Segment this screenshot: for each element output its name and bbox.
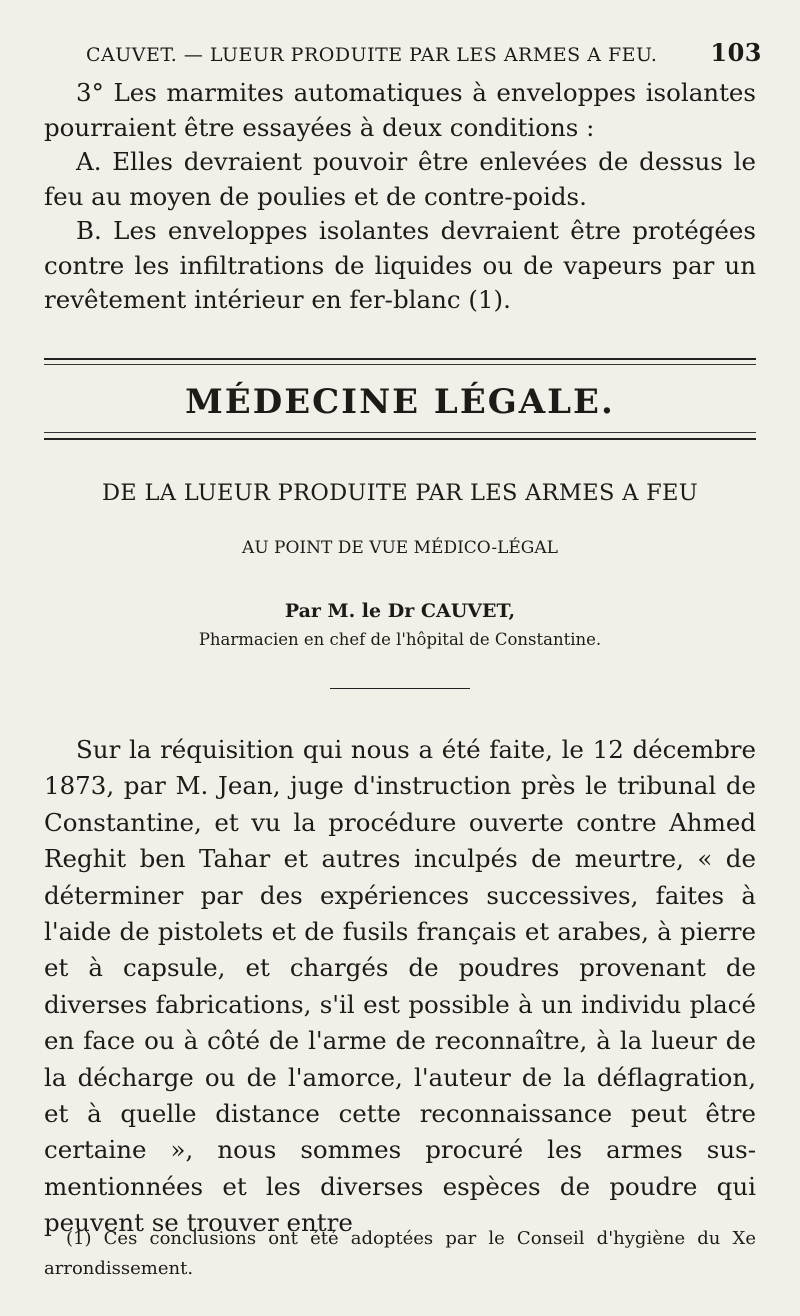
- section-rule-top-thin: [44, 364, 756, 365]
- byline-divider: [330, 688, 470, 689]
- page-number: 103: [710, 38, 762, 67]
- section-title: MÉDECINE LÉGALE.: [185, 382, 615, 422]
- article-paragraph: Sur la réquisition qui nous a été faite, le 12 décembre 1873, par M. Jean, juge d'instruction près le tribunal de Constantine, et vu la procédure ouverte contre Ahmed Reghit ben Tahar et autres inculpés de meurtre, « de déterminer par des expériences successives, faites à l'aide de pistolets et de fusils français et arabes, à pierre et à capsule, et chargés de poudres provenant de diverses fabrications, s'il est possible à un individu placé en face ou à côté de l'arme de reconnaître, à la lueur de la décharge ou de l'amorce, l'auteur de la déflagration, et à quelle distance cette reconnaissance peut être certaine », nous sommes procuré les armes sus-mentionnées et les diverses espèces de poudre qui peuvent se trouver entre: [44, 735, 756, 1238]
- article-subtitle: AU POINT DE VUE MÉDICO-LÉGAL: [242, 538, 558, 558]
- article-body: [44, 732, 756, 1242]
- conclusion-3: 3° Les marmites automatiques à enveloppes isolantes pourraient être essayées à deux conditions :: [44, 78, 756, 142]
- running-head-title: CAUVET. — LUEUR PRODUITE PAR LES ARMES A FEU.: [86, 44, 658, 66]
- footnote-text: (1) Ces conclusions ont été adoptées par le Conseil d'hygiène du Xe arrondissement.: [44, 1228, 756, 1279]
- section-rule-bottom-thin: [44, 432, 756, 433]
- article-byline: Par M. le Dr CAUVET,: [284, 600, 516, 622]
- conclusion-b: B. Les enveloppes isolantes devraient être protégées contre les infiltrations de liquides ou de vapeurs par un revêtement intérieur en fer-blanc (1).: [44, 216, 756, 314]
- article-title: DE LA LUEUR PRODUITE PAR LES ARMES A FEU: [101, 480, 699, 506]
- author-affiliation: Pharmacien en chef de l'hôpital de Constantine.: [198, 630, 602, 649]
- footnote: [44, 1224, 756, 1284]
- conclusion-a: A. Elles devraient pouvoir être enlevées de dessus le feu au moyen de poulies et de contre-poids.: [44, 147, 756, 211]
- conclusions-text: [44, 76, 756, 318]
- section-rule-bottom: [44, 438, 756, 440]
- section-rule-top: [44, 358, 756, 360]
- running-head: [86, 38, 762, 67]
